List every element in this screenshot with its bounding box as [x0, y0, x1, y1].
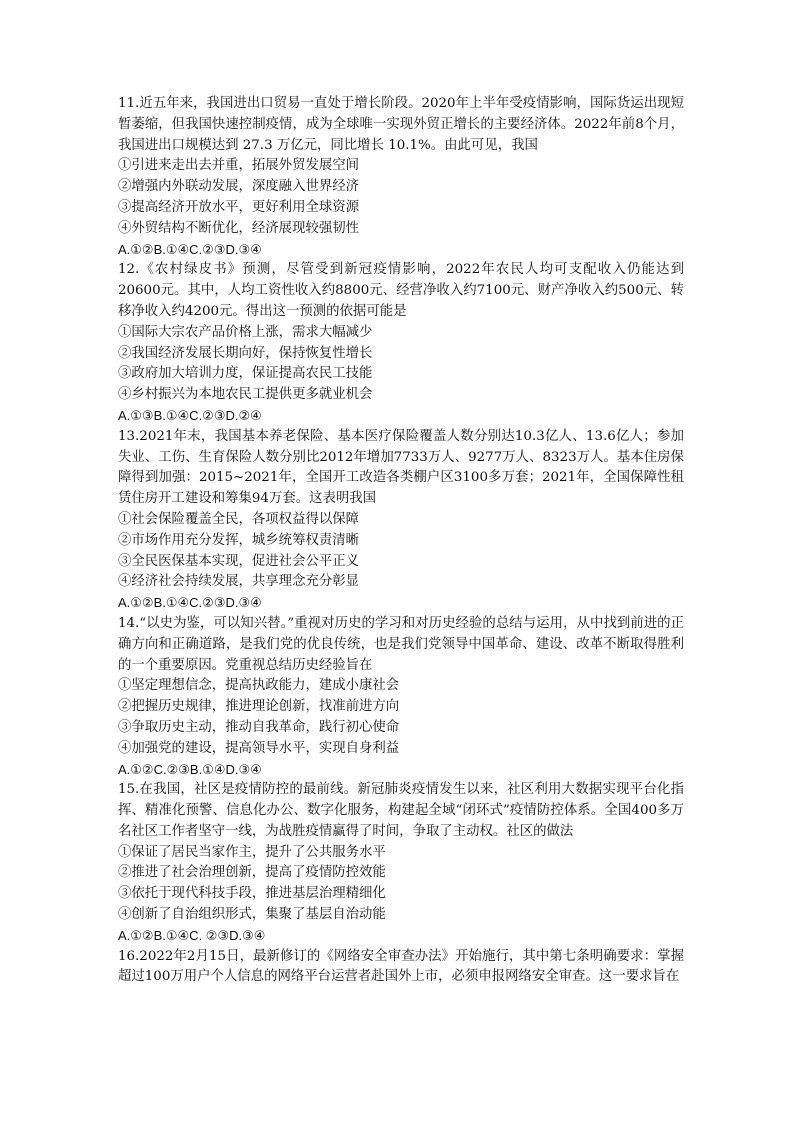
answer-choices: A.①③B.①④C.②③D.②④: [118, 407, 262, 423]
option-1: ①保证了居民当家作主，提升了公共服务水平: [118, 844, 386, 860]
option-2: ②我国经济发展长期向好，保持恢复性增长: [118, 345, 373, 361]
option-3: ③提高经济开放水平，更好利用全球资源: [118, 199, 360, 215]
option-2: ②把握历史规律，推进理论创新，找准前进方向: [118, 699, 400, 715]
option-3: ③争取历史主动，推动自我革命，践行初心使命: [118, 719, 400, 735]
question-11: [118, 94, 684, 260]
question-15: [118, 780, 684, 946]
option-3: ③依托于现代科技手段，推进基层治理精细化: [118, 886, 386, 902]
option-1: ①社会保险覆盖全民，各项权益得以保障: [118, 511, 360, 527]
option-3: ③政府加大培训力度，保证提高农民工技能: [118, 366, 373, 382]
document-page: [118, 94, 684, 988]
question-stem: 12.《农村绿皮书》预测，尽管受到新冠疫情影响，2022年农民人均可支配收入仍能达到20600元。其中，人均工资性收入约8800元、经营净收入约7100元、财产净收入约500元、转移净收入约4200元。得出这一预测的依据可能是: [118, 262, 684, 319]
option-1: ①引进来走出去并重，拓展外贸发展空间: [118, 158, 360, 174]
question-stem: 11.近五年来，我国进出口贸易一直处于增长阶段。2020年上半年受疫情影响，国际货运出现短暂萎缩，但我国快速控制疫情，成为全球唯一实现外贸正增长的主要经济体。2022年前8个月，我国进出口规模达到 27.3 万亿元，同比增长 10.1%。由此可见，我国: [118, 96, 684, 153]
question-stem: 13.2021年末，我国基本养老保险、基本医疗保险覆盖人数分别达10.3亿人、13.6亿人；参加失业、工伤、生育保险人数分别比2012年增加7733万人、9277万人、8323万人。基本住房保障得到加强：2015~2021年，全国开工改造各类棚户区3100多万套；2021年，全国保障性租赁住房开工建设和筹集94万套。这表明我国: [118, 428, 684, 507]
option-4: ④加强党的建设，提高领导水平，实现自身利益: [118, 740, 400, 756]
question-16: [118, 947, 684, 989]
answer-choices: A.①②B.①④C.②③D.③④: [118, 595, 262, 611]
option-4: ④创新了自治组织形式，集聚了基层自治动能: [118, 907, 386, 923]
question-13: [118, 427, 684, 614]
question-12: [118, 260, 684, 426]
option-1: ①坚定理想信念，提高执政能力，建成小康社会: [118, 678, 400, 694]
question-stem: 14.“以史为鉴，可以知兴替。”重视对历史的学习和对历史经验的总结与运用，从中找到前进的正确方向和正确道路，是我们党的优良传统，也是我们党领导中国革命、建设、改革不断取得胜利的一个重要原因。党重视总结历史经验旨在: [118, 615, 684, 673]
question-14: [118, 614, 684, 780]
option-4: ④外贸结构不断优化，经济展现较强韧性: [118, 220, 360, 236]
option-2: ②推进了社会治理创新，提高了疫情防控效能: [118, 865, 386, 881]
option-2: ②增强内外联动发展，深度融入世界经济: [118, 179, 360, 195]
option-4: ④乡村振兴为本地农民工提供更多就业机会: [118, 387, 373, 403]
option-2: ②市场作用充分发挥，城乡统筹权责清晰: [118, 532, 360, 548]
option-4: ④经济社会持续发展，共享理念充分彰显: [118, 574, 360, 590]
answer-choices: A.①②B.①④C. ②③D.③④: [118, 927, 266, 943]
option-1: ①国际大宗农产品价格上涨，需求大幅减少: [118, 324, 373, 340]
answer-choices: A.①②C.②③B.①④D.③④: [118, 761, 262, 777]
question-stem: 16.2022年2月15日，最新修订的《网络安全审查办法》开始施行，其中第七条明确要求：掌握超过100万用户个人信息的网络平台运营者赴国外上市，必须申报网络安全审查。这一要求旨在: [118, 948, 684, 985]
question-stem: 15.在我国，社区是疫情防控的最前线。新冠肺炎疫情发生以来，社区利用大数据实现平台化指挥、精准化预警、信息化办公、数字化服务，构建起全域“闭环式”疫情防控体系。全国400多万名社区工作者坚守一线，为战胜疫情赢得了时间，争取了主动权。社区的做法: [118, 782, 684, 839]
option-3: ③全民医保基本实现，促进社会公平正义: [118, 553, 360, 569]
answer-choices: A.①②B.①④C.②③D.③④: [118, 241, 262, 257]
